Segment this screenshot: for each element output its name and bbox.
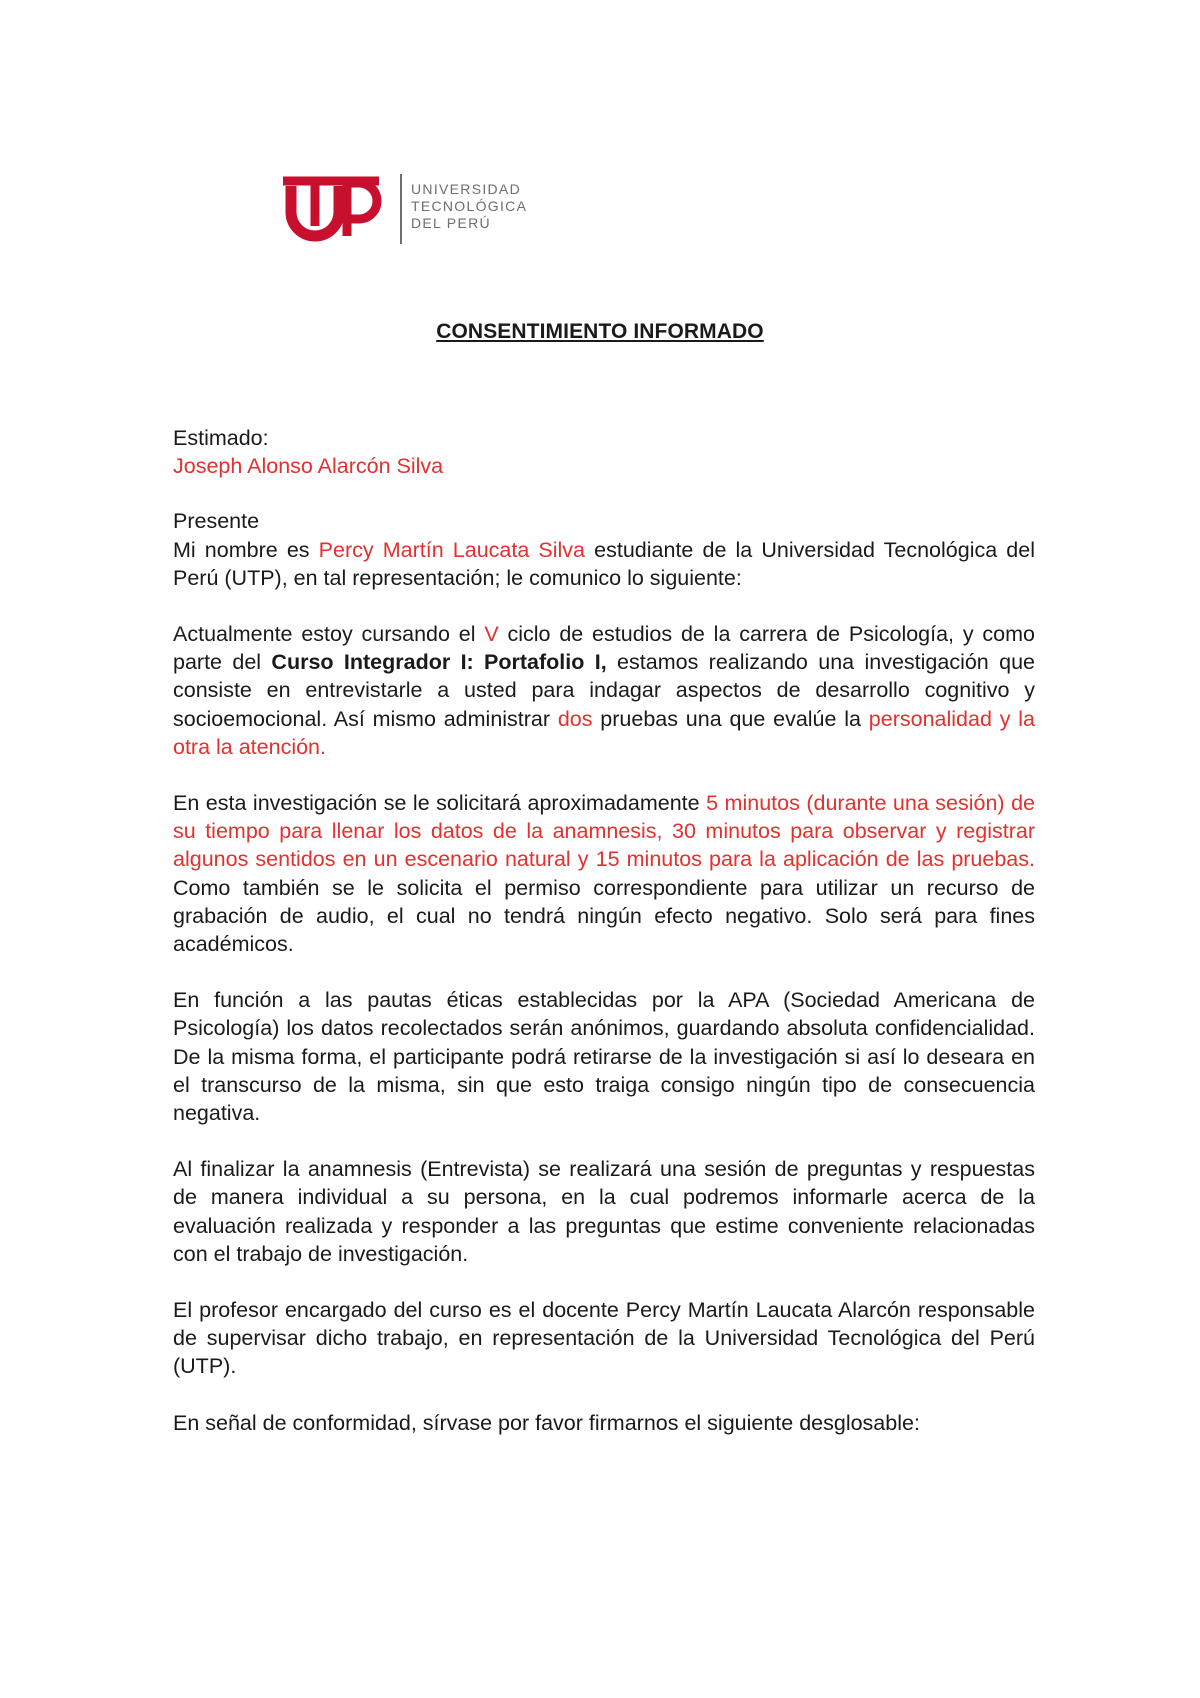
time-details: 5 minutos (durante una sesión) de su tiempo para llenar los datos de la anamnesis, 30 minutos para observar y registrar algunos sentidos en un escenario natural y 15 minutos para la aplicación de las pruebas.	[173, 791, 1035, 872]
paragraph-time-required: En esta investigación se le solicitará aproximadamente 5 minutos (durante una sesión) de su tiempo para llenar los datos de la anamnesis, 30 minutos para observar y registrar algunos sentidos en un escenario natural y 15 minutos para la aplicación de las pruebas. Como también se le solicita el permiso correspondiente para utilizar un recurso de grabación de audio, el cual no tendrá ningún efecto negativo. Solo será para fines académicos.	[173, 791, 1035, 957]
paragraph-introduction: Mi nombre es Percy Martín Laucata Silva estudiante de la Universidad Tecnológica del Perú (UTP), en tal representación; le comunico lo siguiente:	[173, 537, 1035, 590]
paragraph-supervisor: El profesor encargado del curso es el docente Percy Martín Laucata Alarcón responsable de supervisar dicho trabajo, en representación de la Universidad Tecnológica del Perú (UTP).	[173, 1298, 1035, 1379]
cycle-number: V	[484, 622, 499, 647]
tests-description: personalidad y la otra la atención.	[173, 706, 1035, 759]
paragraph-signature-request: En señal de conformidad, sírvase por favor firmarnos el siguiente desglosable:	[173, 1410, 920, 1435]
recipient-name: Joseph Alonso Alarcón Silva	[173, 454, 444, 479]
svg-text:TECNOLÓGICA: TECNOLÓGICA	[411, 198, 528, 214]
presente-label: Presente	[173, 509, 260, 534]
course-name: Curso Integrador I: Portafolio I,	[271, 650, 607, 675]
document-title: CONSENTIMIENTO INFORMADO	[436, 320, 764, 343]
test-count: dos	[557, 706, 593, 731]
paragraph-feedback-session: Al finalizar la anamnesis (Entrevista) se realizará una sesión de preguntas y respuestas de manera individual a su persona, en la cual podremos informarle acerca de la evaluación realizada y responder a las preguntas que estime conveniente relacionadas con el trabajo de investigación.	[173, 1157, 1035, 1266]
svg-text:DEL PERÚ: DEL PERÚ	[411, 215, 491, 231]
svg-text:UNIVERSIDAD: UNIVERSIDAD	[411, 181, 521, 197]
utp-logo	[283, 172, 553, 248]
student-name: Percy Martín Laucata Silva	[318, 537, 586, 562]
letter-body	[173, 424, 1035, 1437]
paragraph-study-purpose: Actualmente estoy cursando el V ciclo de estudios de la carrera de Psicología, y como parte del Curso Integrador I: Portafolio I, estamos realizando una investigación que consiste en entrevistarle a usted para indagar aspectos de desarrollo cognitivo y socioemocional. Así mismo administrar dos pruebas una que evalúe la personalidad y la otra la atención.	[173, 622, 1035, 759]
greeting: Estimado:	[173, 426, 269, 450]
paragraph-ethics: En función a las pautas éticas establecidas por la APA (Sociedad Americana de Psicología) los datos recolectados serán anónimos, guardando absoluta confidencialidad. De la misma forma, el participante podrá retirarse de la investigación si así lo deseara en el transcurso de la misma, sin que esto traiga consigo ningún tipo de consecuencia negativa.	[173, 988, 1035, 1126]
